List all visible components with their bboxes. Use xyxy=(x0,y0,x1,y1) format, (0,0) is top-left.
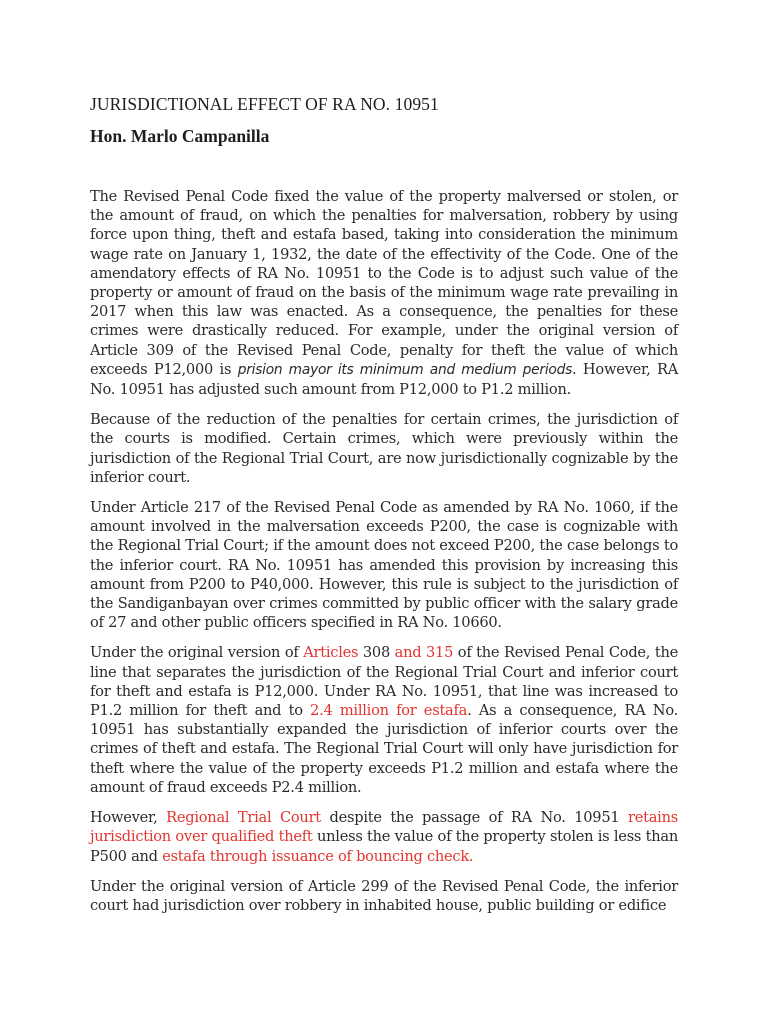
link-estafa-amount[interactable]: 2.4 million for estafa xyxy=(310,702,468,720)
paragraph-1 xyxy=(90,187,678,399)
paragraph-5 xyxy=(90,808,678,866)
paragraph-4 xyxy=(90,643,678,797)
link-articles[interactable]: Articles xyxy=(303,644,359,662)
paragraph-4-text-b: 308 xyxy=(358,644,395,662)
paragraph-5-text-b: despite the passage of RA No. 10951 xyxy=(320,809,628,827)
paragraph-6: Under the original version of Article 299 of the Revised Penal Code, the inferior court had jurisdiction over robbery in inhabited house, public building or edifice xyxy=(90,877,678,914)
document-title: JURISDICTIONAL EFFECT OF RA NO. 10951 xyxy=(90,94,439,114)
paragraph-1-text-a: The Revised Penal Code fixed the value of the property malversed or stolen, or the amount of fraud, on which the penalties for malversation, robbery by using force upon thing, theft and estafa based, taking into consideration the minimum wage rate on January 1, 1932, the date of the effectivity of the Code. One of the amendatory effects of RA No. 10951 to the Code is to adjust such value of the property or amount of fraud on the basis of the minimum wage rate prevailing in 2017 when this law was enacted. As a consequence, the penalties for these crimes were drastically reduced. For example, under the original version of Article 309 of the Revised Penal Code, penalty for theft the value of which exceeds P12,000 is xyxy=(90,188,678,378)
paragraph-5-text-a: However, xyxy=(90,809,167,827)
link-and-315[interactable]: and 315 xyxy=(394,644,454,662)
paragraph-4-text-c: of the Revised Penal Code, the line that separates the jurisdiction of the Regional Trial Court and inferior court for theft and estafa is P12,000. Under RA No. 10951, that line was increased to P1.2 million for theft and to xyxy=(90,644,679,720)
author-name: Hon. Marlo Campanilla xyxy=(90,126,270,146)
link-regional-trial-court[interactable]: Regional Trial Court xyxy=(166,809,321,827)
paragraph-5-text-c: unless the value of the property stolen is less than P500 and xyxy=(90,828,679,865)
paragraph-3: Under Article 217 of the Revised Penal Code as amended by RA No. 1060, if the amount involved in the malversation exceeds P200, the case is cognizable with the Regional Trial Court; if the amount does not exceed P200, the case belongs to the inferior court. RA No. 10951 has amended this provision by increasing this amount from P200 to P40,000. However, this rule is subject to the jurisdiction of the Sandiganbayan over crimes committed by public officer with the salary grade of 27 and other public officers specified in RA No. 10660. xyxy=(90,499,678,632)
link-qualified-theft[interactable]: retains jurisdiction over qualified theft xyxy=(90,809,678,846)
document-body xyxy=(90,187,678,926)
paragraph-1-italic-penalty: prision mayor its minimum and medium periods xyxy=(237,361,573,378)
link-bouncing-check[interactable]: estafa through issuance of bouncing check. xyxy=(162,847,474,865)
paragraph-1-text-b: . However, RA No. 10951 has adjusted such amount from P12,000 to P1.2 million. xyxy=(90,360,678,399)
paragraph-4-text-a: Under the original version of xyxy=(90,644,304,662)
paragraph-4-text-d: . As a consequence, RA No. 10951 has substantially expanded the jurisdiction of inferior courts over the crimes of theft and estafa. The Regional Trial Court will only have jurisdiction for theft where the value of the property exceeds P1.2 million and estafa where the amount of fraud exceeds P2.4 million. xyxy=(90,702,678,796)
paragraph-2: Because of the reduction of the penalties for certain crimes, the jurisdiction of the courts is modified. Certain crimes, which were previously within the jurisdiction of the Regional Trial Court, are now jurisdictionally cognizable by the inferior court. xyxy=(90,411,678,486)
